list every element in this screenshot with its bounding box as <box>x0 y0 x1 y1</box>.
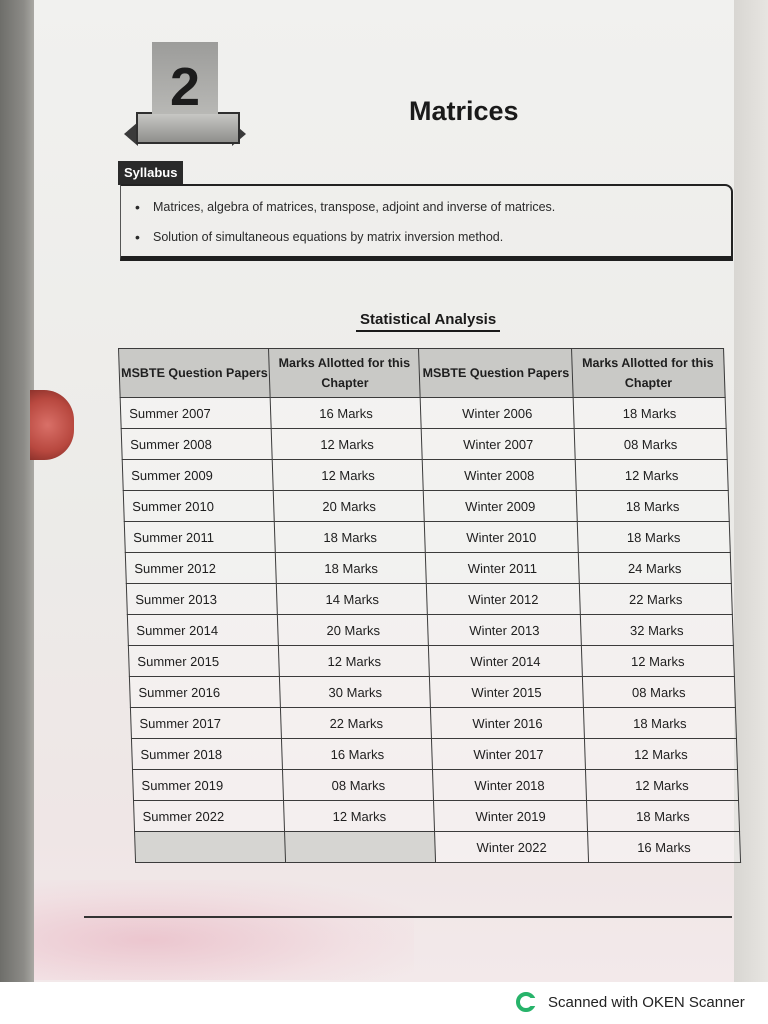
empty-cell <box>135 832 286 863</box>
summer-paper-cell: Summer 2018 <box>131 739 282 770</box>
winter-paper-cell: Winter 2012 <box>427 584 580 615</box>
summer-marks-cell: 18 Marks <box>274 522 425 553</box>
summer-paper-cell: Summer 2008 <box>121 429 272 460</box>
syllabus-box <box>120 184 733 261</box>
summer-marks-cell: 18 Marks <box>276 553 427 584</box>
table-row <box>124 522 730 553</box>
summer-marks-cell: 16 Marks <box>270 398 421 429</box>
summer-paper-cell: Summer 2014 <box>127 615 278 646</box>
summer-marks-cell: 16 Marks <box>282 739 433 770</box>
winter-paper-cell: Winter 2018 <box>433 770 586 801</box>
scan-glare <box>34 880 414 980</box>
winter-paper-cell: Winter 2007 <box>422 429 575 460</box>
summer-marks-cell: 12 Marks <box>271 429 422 460</box>
summer-paper-cell: Summer 2011 <box>124 522 275 553</box>
winter-marks-cell: 32 Marks <box>580 615 733 646</box>
winter-marks-cell: 18 Marks <box>577 522 730 553</box>
winter-marks-cell: 18 Marks <box>576 491 729 522</box>
summer-paper-cell: Summer 2012 <box>125 553 276 584</box>
winter-marks-cell: 08 Marks <box>574 429 727 460</box>
winter-marks-cell: 12 Marks <box>575 460 728 491</box>
summer-paper-cell: Summer 2019 <box>132 770 283 801</box>
table-row <box>128 646 734 677</box>
table-header-row <box>119 349 726 398</box>
winter-marks-cell: 18 Marks <box>573 398 726 429</box>
summer-marks-cell: 14 Marks <box>277 584 428 615</box>
winter-paper-cell: Winter 2013 <box>428 615 581 646</box>
table-row <box>123 491 729 522</box>
chapter-badge <box>124 40 246 150</box>
winter-paper-cell: Winter 2016 <box>431 708 584 739</box>
syllabus-item: • Matrices, algebra of matrices, transpose, adjoint and inverse of matrices. <box>135 200 555 214</box>
winter-marks-cell: 08 Marks <box>582 677 735 708</box>
winter-paper-cell: Winter 2011 <box>426 553 579 584</box>
winter-marks-cell: 12 Marks <box>584 739 737 770</box>
winter-paper-cell: Winter 2006 <box>421 398 574 429</box>
page-bottom-rule <box>84 916 732 918</box>
chapter-number: 2 <box>169 57 201 117</box>
header-marks-summer: Marks Allotted for this Chapter <box>269 349 421 398</box>
stats-table <box>118 348 741 863</box>
summer-marks-cell: 12 Marks <box>279 646 430 677</box>
header-marks-winter: Marks Allotted for this Chapter <box>571 349 725 398</box>
table-row <box>120 398 726 429</box>
summer-marks-cell: 20 Marks <box>273 491 424 522</box>
summer-paper-cell: Summer 2010 <box>123 491 274 522</box>
summer-paper-cell: Summer 2022 <box>134 801 285 832</box>
syllabus-item: • Solution of simultaneous equations by matrix inversion method. <box>135 230 555 244</box>
summer-paper-cell: Summer 2015 <box>128 646 279 677</box>
table-row <box>122 460 728 491</box>
header-papers-winter: MSBTE Question Papers <box>419 349 573 398</box>
winter-marks-cell: 12 Marks <box>581 646 734 677</box>
summer-marks-cell: 30 Marks <box>280 677 431 708</box>
winter-marks-cell: 24 Marks <box>578 553 731 584</box>
winter-paper-cell: Winter 2009 <box>424 491 577 522</box>
syllabus-list <box>135 200 555 260</box>
summer-marks-cell: 12 Marks <box>272 460 423 491</box>
winter-marks-cell: 12 Marks <box>585 770 738 801</box>
summer-paper-cell: Summer 2016 <box>129 677 280 708</box>
table-row <box>121 429 727 460</box>
syllabus-label: Syllabus <box>118 161 183 185</box>
table-row <box>135 832 741 863</box>
summer-marks-cell: 20 Marks <box>278 615 429 646</box>
winter-paper-cell: Winter 2022 <box>435 832 588 863</box>
table-row <box>129 677 735 708</box>
stats-heading: Statistical Analysis <box>356 311 500 332</box>
table-row <box>127 615 733 646</box>
summer-marks-cell: 08 Marks <box>283 770 434 801</box>
chapter-title: Matrices <box>409 96 519 126</box>
winter-paper-cell: Winter 2014 <box>429 646 582 677</box>
winter-marks-cell: 22 Marks <box>579 584 732 615</box>
winter-paper-cell: Winter 2008 <box>423 460 576 491</box>
summer-paper-cell: Summer 2013 <box>126 584 277 615</box>
scan-shadow-left <box>0 0 34 982</box>
winter-paper-cell: Winter 2010 <box>425 522 578 553</box>
empty-cell <box>285 832 436 863</box>
winter-marks-cell: 18 Marks <box>586 801 739 832</box>
table-row <box>132 770 738 801</box>
header-papers-summer: MSBTE Question Papers <box>119 349 271 398</box>
summer-paper-cell: Summer 2009 <box>122 460 273 491</box>
summer-paper-cell: Summer 2017 <box>130 708 281 739</box>
table-row <box>126 584 732 615</box>
table-row <box>130 708 736 739</box>
winter-paper-cell: Winter 2017 <box>432 739 585 770</box>
winter-paper-cell: Winter 2015 <box>430 677 583 708</box>
winter-marks-cell: 16 Marks <box>587 832 740 863</box>
scanner-text: Scanned with OKEN Scanner <box>548 993 745 1011</box>
winter-marks-cell: 18 Marks <box>583 708 736 739</box>
summer-paper-cell: Summer 2007 <box>120 398 271 429</box>
scanner-watermark <box>516 990 745 1014</box>
table-row <box>134 801 740 832</box>
oken-scanner-icon <box>516 992 536 1012</box>
table-row <box>125 553 731 584</box>
table-row <box>131 739 737 770</box>
summer-marks-cell: 22 Marks <box>281 708 432 739</box>
winter-paper-cell: Winter 2019 <box>434 801 587 832</box>
summer-marks-cell: 12 Marks <box>284 801 435 832</box>
